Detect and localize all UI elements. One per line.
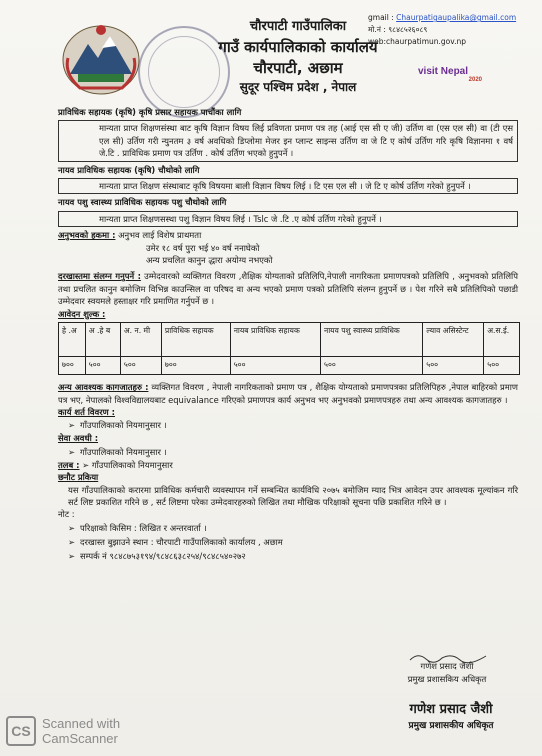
- application-docs-text: उम्मेदवारको व्यक्तिगत विवरण ,शैक्षिक योग्यताको प्रतिलिपि,नेपाली नागरिकता प्रमाणपत्रको प्रतिलिपि , अनुभवको प्रतिलिपि तथा प्रचलित कानुन बमोजिम विभिन्न काउन्सिल वा परिषद वा अन्य भएको प्रमाण पत्रको प्रतिलिपि संलग्न हुनुपर्ने छ । पेश गरिने सबै प्रतिलिपिको पछाडी उम्मेदवार स्वयमले हस्ताक्षर गरि प्रमाणित गर्नुपर्ने छ ।: [58, 271, 518, 307]
- arrow-bullet-icon: ➢: [68, 420, 76, 431]
- other-docs-label: अन्य आवश्यक कागजातहरु :: [58, 382, 149, 393]
- selection-body: यस गाँउपालिकाको करारमा प्राविधिक कर्मचारी व्यवस्थापन गर्ने सम्बन्धित कार्यविधि २०७५ बमोजिम म्याद भित्र आवेदन उपर आवश्यक मूल्यांकन गरि सर्ट लिष्ट प्रकाशित गरिने छ , सर्ट लिष्टमा परेका उम्मेदवारहरुको लिखित तथा मौखिक परिक्षाको सूचना पछि प्रकाशित गरिने छ ।: [68, 484, 518, 507]
- fee-header: प्राविधिक सहायक: [161, 323, 230, 357]
- signatory-stamp: [386, 702, 516, 734]
- fee-header: हे .अ: [59, 323, 86, 357]
- arrow-bullet-icon: ➢: [68, 522, 76, 533]
- signatory-name-large: गणेश प्रसाद जैशी: [409, 702, 493, 717]
- fee-value: ७००: [59, 357, 86, 375]
- fee-value: ५००: [230, 357, 320, 375]
- fee-value: ५००: [423, 357, 484, 375]
- phone-number: मो.नं : ९८४८५२६०८९: [368, 25, 428, 34]
- signatory-name-small: गणेश प्रसाद जैशी: [420, 661, 474, 671]
- fee-header: नायब प्राविधिक सहायक: [230, 323, 320, 357]
- terms-item-text: गाँउपालिकाको नियमानुसार ।: [80, 420, 167, 431]
- fee-value: ५००: [85, 357, 120, 375]
- vet-section-title: नायव पशु स्वास्थ्य प्राविधिक सहायक पशु चौथोको लागि: [58, 197, 227, 208]
- salary-label: तलब :: [58, 459, 80, 470]
- fee-header: नायव पशु स्वास्थ्य प्राविधिक: [321, 323, 423, 357]
- fee-value: ५००: [484, 357, 520, 375]
- letterhead: [208, 18, 388, 96]
- application-docs-label: दरखास्तमा संलग्न गनुपर्ने :: [58, 271, 141, 282]
- camscanner-line-1: Scanned with: [42, 716, 121, 731]
- municipality-name: चौरपाटी गाउँपालिका: [249, 19, 347, 34]
- arrow-bullet-icon: ➢: [68, 446, 76, 457]
- experience-label: अनुभवको हकमा :: [58, 230, 116, 241]
- camscanner-text: [42, 716, 120, 746]
- fee-value: ५००: [321, 357, 423, 375]
- experience-line-2: उमेर १८ वर्ष पुरा भई ४० वर्ष ननाघेको: [146, 242, 260, 253]
- visit-nepal-text: visit Nepal: [418, 66, 469, 77]
- experience-line-1: अनुभव लाई विशेष प्राथमता: [118, 230, 202, 241]
- notice-body: [58, 104, 518, 563]
- arrow-bullet-icon: ➢: [68, 536, 76, 547]
- camscanner-logo-icon: CS: [6, 716, 36, 746]
- signatory-title-large: प्रमुख प्रशासकीय अधिकृत: [408, 721, 494, 731]
- salary-row: [58, 459, 518, 471]
- note-item: [58, 535, 518, 549]
- terms-title: कार्य शर्त विवरण :: [58, 406, 115, 417]
- arrow-bullet-icon: ➢: [68, 550, 76, 561]
- website-link[interactable]: web:chaurpatimun.gov.np: [368, 37, 467, 46]
- fee-value: ५००: [120, 357, 161, 375]
- fee-value: ७००: [161, 357, 230, 375]
- signatory-block-small: [392, 660, 502, 686]
- province-name: सुदूर पश्चिम प्रदेश , नेपाल: [239, 80, 357, 94]
- fee-header: ल्याव असिस्टेन्ट: [423, 323, 484, 357]
- camscanner-line-2: CamScanner: [42, 731, 118, 746]
- experience-line-3: अन्य प्रचलित कानुन द्धारा अयोग्य नभएको: [146, 255, 273, 266]
- agri-section-body: मान्यता प्राप्त शिक्षणसंस्था बाट कृषि विज्ञान विषय लिई प्रविणता प्रमाण पत्र तह (आई एस सी ए जी) उर्तिण वा (एस एल सी) वा (टी एस एल सी) उर्तिण गरी न्युनतम ३ वर्ष अवधिको डिप्लोमा मेजर इन प्लान्ट साइन्स उर्तिण वा जे टि ए कोर्ष उर्तिण गरि कृषि विज्ञानमा १ वर्ष जे.टि . प्राविधिक प्रमाण पत्र उर्तिण . कोर्ष उर्तिण भएको हुनुपर्ने ।: [58, 120, 518, 161]
- fee-header: अ .हे ब: [85, 323, 120, 357]
- note-item-text: सम्पर्क नं ९८४८७५३१९४/९८४८६३८२५४/९८४८५४०२७२: [80, 550, 246, 561]
- visit-nepal-year: 2020: [468, 77, 482, 83]
- arrow-bullet-icon: ➢: [82, 459, 90, 470]
- office-location: चौरपाटी, अछाम: [253, 59, 343, 77]
- camscanner-watermark: [6, 712, 166, 752]
- note-item: [58, 521, 518, 535]
- agri-section-title: प्राविधिक सहायक (कृषि) कृषि प्रसार सहायक पाचौंका लागि: [58, 107, 242, 117]
- office-name: गाउँ कार्यपालिकाको कार्यालय: [218, 38, 378, 56]
- service-title: सेवा अवधी :: [58, 433, 99, 444]
- note-item: [58, 549, 518, 563]
- fee-title: आवेदन शुल्क :: [58, 308, 106, 319]
- salary-text: गाँउपालिकाको नियमानुसार: [91, 459, 173, 470]
- note-item-text: दरखास्त बुझाउने स्थान : चौरपाटी गाउँपालिकाको कार्यालय , अछाम: [80, 536, 283, 547]
- email-link[interactable]: Chaurpatigaupalika@gmail.com: [396, 13, 517, 22]
- vet-section-body: मान्यता प्राप्त शिक्षणसस्था पशु विज्ञान विषय लिई । Tslc जे .टि .ए कोर्ष उर्तिण गरेको हुनुपर्ने ।: [58, 211, 518, 227]
- terms-item: [58, 418, 518, 432]
- selection-title: छनौट प्रकिया: [58, 472, 99, 483]
- other-docs-text: व्यक्तिगत विवरण , नेपाली नागरिकताको प्रमाण पत्र , शैक्षिक योग्यताको प्रमाणपत्रका प्रतिलिपिहरु ,नेपाल बाहिरको प्रमाण पत्र भए, नेपालको विश्वविद्यालयबाट equivalance गरिएको प्रमाणपत्र कार्य अनुभव भए अनुभवको प्रमाणपत्रहरु तथा अन्य आवश्यक कागजातहरु ।: [58, 382, 518, 405]
- contact-block: [368, 12, 540, 48]
- fee-header: अ.स.ई.: [484, 323, 520, 357]
- email-label: gmail :: [368, 13, 394, 22]
- service-item-text: गाँउपालिकाको नियमानुसार ।: [80, 446, 167, 457]
- note-label: नोट :: [58, 509, 75, 520]
- jta-section-title: नायव प्राविधिक सहायक (कृषि) चौथोको लागि: [58, 164, 200, 175]
- other-docs: [58, 381, 518, 406]
- application-docs: [58, 270, 518, 307]
- nepal-emblem-icon: [58, 18, 144, 98]
- note-item-text: परिक्षाको किसिम : लिखित र अन्तरवार्ता ।: [80, 522, 207, 533]
- service-item: [58, 445, 518, 459]
- signatory-title-small: प्रमुख प्रशासकिय अधिकृत: [407, 674, 487, 684]
- jta-section-body: मान्यता प्राप्त शिक्षण संस्थाबाट कृषि विषयमा बाली विज्ञान विषय लिई । टि एस एल सी । जे टि ए कोर्ष उर्तिण गरेको हुनुपर्ने ।: [58, 178, 518, 194]
- fee-header: अ. न. मी: [120, 323, 161, 357]
- fee-table: [58, 322, 520, 375]
- visit-nepal-logo: [418, 66, 482, 102]
